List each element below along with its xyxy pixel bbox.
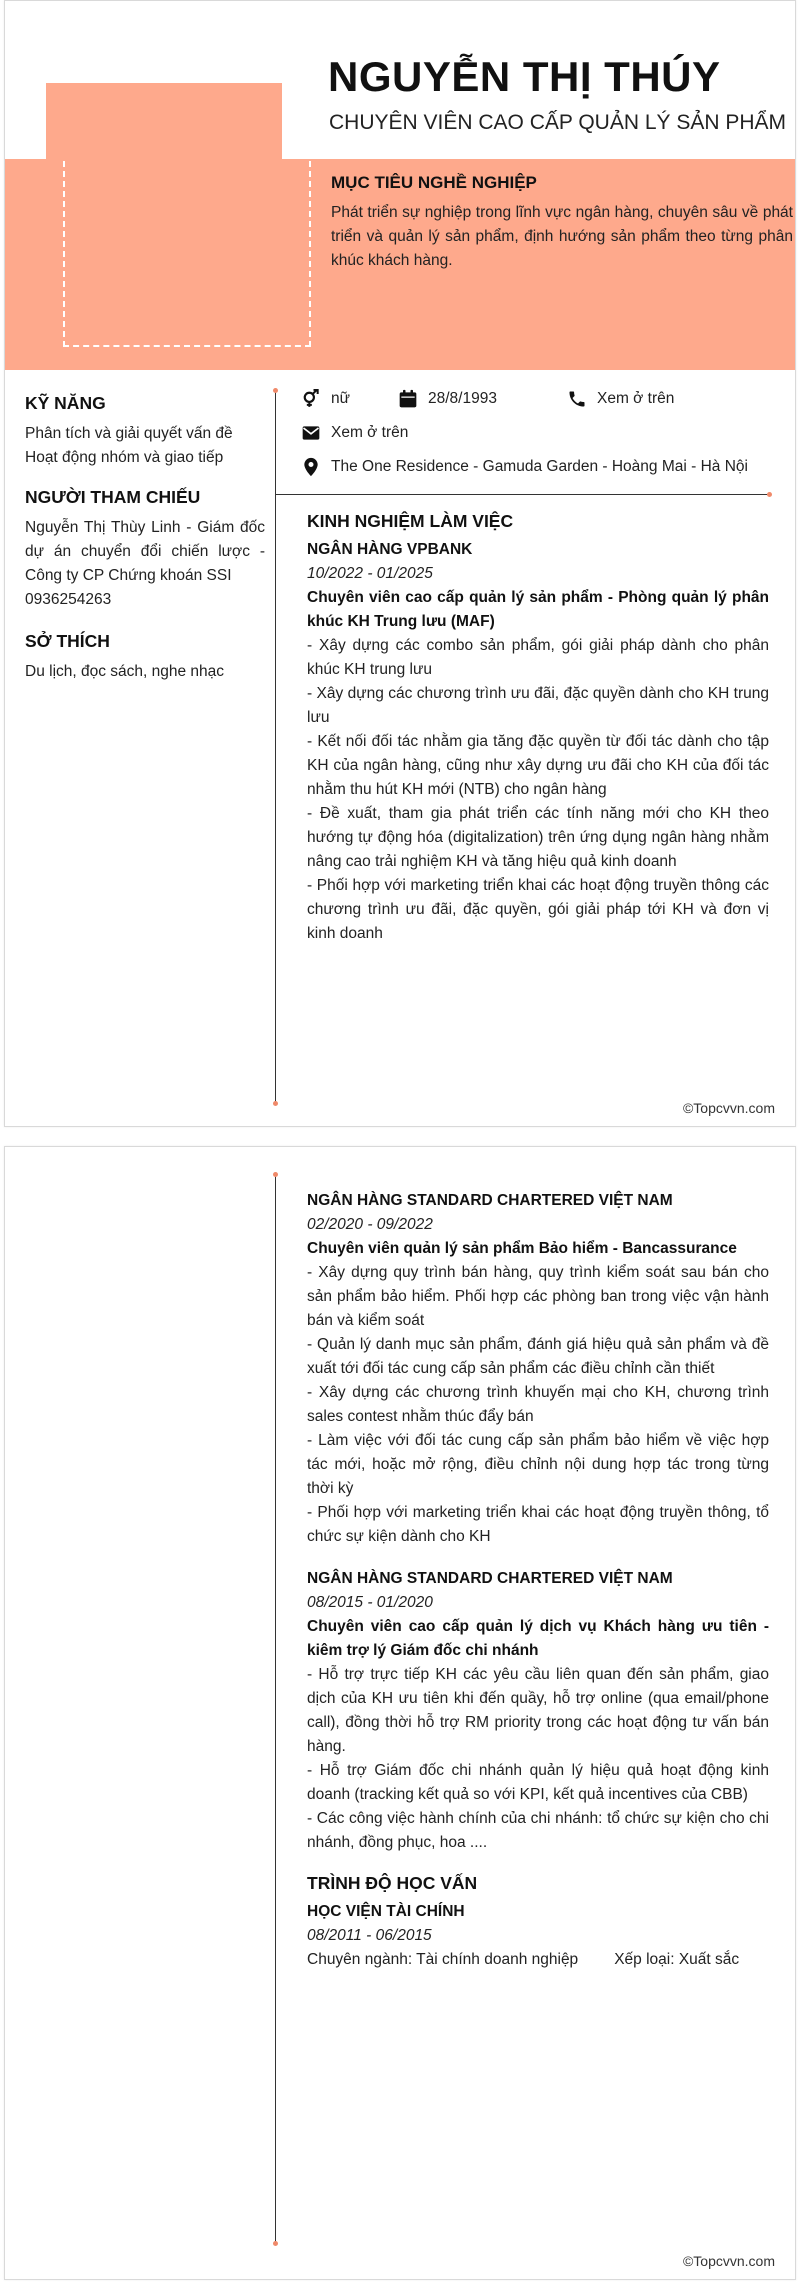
timeline-line bbox=[275, 1175, 276, 2243]
email-value: Xem ở trên bbox=[331, 424, 409, 441]
phone-value: Xem ở trên bbox=[597, 390, 675, 407]
footer-watermark: ©Topcvvn.com bbox=[682, 2253, 775, 2269]
birthday-info bbox=[398, 389, 497, 409]
cv-page-2 bbox=[4, 1146, 796, 2280]
job-bullet: - Phối hợp với marketing triển khai các hoạt động truyền thông các chương trình ưu đãi, đặc quyền, gói giải pháp tới KH và đơn vị kinh doanh bbox=[307, 877, 769, 942]
skills-section bbox=[25, 393, 265, 470]
job-role: Chuyên viên quản lý sản phẩm Bảo hiểm - Bancassurance bbox=[307, 1240, 737, 1257]
job-bullet: - Làm việc với đối tác cung cấp sản phẩm bảo hiểm về việc hợp tác mới, hoặc mở rộng, điều chỉnh nội dung hợp tác trong từng thời kỳ bbox=[307, 1432, 769, 1497]
timeline-dot bbox=[273, 1101, 278, 1106]
experience-section bbox=[307, 511, 769, 964]
reference-text: Nguyễn Thị Thùy Linh - Giám đốc dự án chuyển đổi chiến lược - Công ty CP Chứng khoán SSI bbox=[25, 519, 265, 584]
education-grade: Xếp loại: Xuất sắc bbox=[614, 1951, 740, 1968]
profile-photo-placeholder bbox=[46, 83, 282, 169]
job-bullet: - Xây dựng các chương trình khuyến mại cho KH, chương trình sales contest nhằm thúc đẩy bán bbox=[307, 1384, 769, 1425]
reference-phone: 0936254263 bbox=[25, 591, 112, 608]
education-major: Chuyên ngành: Tài chính doanh nghiệp bbox=[307, 1951, 579, 1968]
job-bullet: - Hỗ trợ Giám đốc chi nhánh quản lý hiệu quả hoạt động kinh doanh (tracking kết quả so với KPI, kết quả incentives của CBB) bbox=[307, 1762, 769, 1803]
references-heading: NGƯỜI THAM CHIẾU bbox=[25, 487, 201, 507]
job-bullet: - Hỗ trợ trực tiếp KH các yêu cầu liên quan đến sản phẩm, giao dịch của KH ưu tiên khi đến quầy, hỗ trợ online (qua email/phone call), đồng thời hỗ trợ RM priority trong các hoạt động tư vấn bán hàng. bbox=[307, 1666, 769, 1755]
job-org: NGÂN HÀNG STANDARD CHARTERED VIỆT NAM bbox=[307, 1192, 673, 1209]
job-bullet: - Quản lý danh mục sản phẩm, đánh giá hiệu quả sản phẩm và đề xuất tới đối tác cung cấp sản phẩm các điều chỉnh cần thiết bbox=[307, 1336, 769, 1377]
cv-page-1 bbox=[4, 0, 796, 1127]
divider-dot bbox=[767, 492, 772, 497]
email-info bbox=[301, 423, 408, 443]
job-org: NGÂN HÀNG STANDARD CHARTERED VIỆT NAM bbox=[307, 1570, 673, 1587]
job-bullet: - Phối hợp với marketing triển khai các hoạt động truyền thông, tổ chức sự kiện dành cho KH bbox=[307, 1504, 769, 1545]
references-section bbox=[25, 487, 265, 612]
phone-info bbox=[567, 389, 674, 409]
job-bullet: - Kết nối đối tác nhằm gia tăng đặc quyền từ đối tác dành cho tập KH của ngân hàng, cũng như xây dựng ưu đãi cho KH của đối tác nhằm thu hút KH mới (NTB) cho ngân hàng bbox=[307, 733, 769, 798]
hobbies-text: Du lịch, đọc sách, nghe nhạc bbox=[25, 663, 225, 680]
job-bullet: - Các công việc hành chính của chi nhánh: tổ chức sự kiện cho chi nhánh, đồng phục, hoa .... bbox=[307, 1810, 769, 1851]
education-section bbox=[307, 1873, 769, 1972]
job-role: Chuyên viên cao cấp quản lý dịch vụ Khách hàng ưu tiên - kiêm trợ lý Giám đốc chi nhánh bbox=[307, 1618, 769, 1659]
contact-divider bbox=[275, 494, 769, 495]
hobbies-section bbox=[25, 631, 265, 684]
footer-watermark: ©Topcvvn.com bbox=[682, 1100, 775, 1116]
experience-continued bbox=[307, 1189, 769, 1972]
email-icon bbox=[301, 423, 321, 443]
education-details bbox=[307, 1948, 769, 1972]
skills-heading: KỸ NĂNG bbox=[25, 393, 106, 413]
address-info bbox=[301, 457, 748, 477]
timeline-dot bbox=[273, 2241, 278, 2246]
photo-frame-dashed bbox=[63, 161, 311, 347]
gender-info bbox=[301, 389, 350, 409]
hobbies-heading: SỞ THÍCH bbox=[25, 631, 110, 651]
job-bullet: - Đề xuất, tham gia phát triển các tính năng mới cho KH theo hướng tự động hóa (digitalization) trên ứng dụng ngân hàng nhằm nâng cao trải nghiệm KH và tăng hiệu quả kinh doanh bbox=[307, 805, 769, 870]
gender-icon bbox=[301, 389, 321, 409]
job-role: Chuyên viên cao cấp quản lý sản phẩm - Phòng quản lý phân khúc KH Trung lưu (MAF) bbox=[307, 589, 769, 630]
job-bullet: - Xây dựng quy trình bán hàng, quy trình kiểm soát sau bán cho sản phẩm bảo hiểm. Phối hợp các phòng ban trong việc vận hành bán và kiểm soát bbox=[307, 1264, 769, 1329]
objective-heading: MỤC TIÊU NGHỀ NGHIỆP bbox=[331, 173, 537, 192]
job-bullet: - Xây dựng các chương trình ưu đãi, đặc quyền dành cho KH trung lưu bbox=[307, 685, 769, 726]
candidate-title: CHUYÊN VIÊN CAO CẤP QUẢN LÝ SẢN PHẨM bbox=[329, 111, 787, 134]
objective-text: Phát triển sự nghiệp trong lĩnh vực ngân hàng, chuyên sâu về phát triển và quản lý sản phẩm, định hướng sản phẩm theo từng phân khúc khách hàng. bbox=[331, 204, 793, 269]
gender-value: nữ bbox=[331, 390, 350, 407]
education-school: HỌC VIỆN TÀI CHÍNH bbox=[307, 1903, 465, 1920]
job-period: 08/2015 - 01/2020 bbox=[307, 1594, 433, 1611]
candidate-name: NGUYỄN THỊ THÚY bbox=[328, 53, 721, 100]
job-org: NGÂN HÀNG VPBANK bbox=[307, 541, 473, 558]
job-entry-scb-priority bbox=[307, 1567, 769, 1855]
phone-icon bbox=[567, 389, 587, 409]
timeline-dot bbox=[273, 1172, 278, 1177]
skill-item: Hoạt động nhóm và giao tiếp bbox=[25, 449, 224, 466]
job-entry-vpbank bbox=[307, 538, 769, 946]
experience-heading: KINH NGHIỆM LÀM VIỆC bbox=[307, 511, 514, 531]
job-period: 10/2022 - 01/2025 bbox=[307, 565, 433, 582]
job-period: 02/2020 - 09/2022 bbox=[307, 1216, 433, 1233]
calendar-icon bbox=[398, 389, 418, 409]
timeline-line bbox=[275, 391, 276, 1103]
education-period: 08/2011 - 06/2015 bbox=[307, 1927, 432, 1944]
location-pin-icon bbox=[301, 457, 321, 477]
job-entry-scb-bancassurance bbox=[307, 1189, 769, 1549]
timeline-dot bbox=[273, 388, 278, 393]
job-bullet: - Xây dựng các combo sản phẩm, gói giải pháp dành cho phân khúc KH trung lưu bbox=[307, 637, 769, 678]
education-heading: TRÌNH ĐỘ HỌC VẤN bbox=[307, 1873, 478, 1893]
address-value: The One Residence - Gamuda Garden - Hoàng Mai - Hà Nội bbox=[331, 458, 748, 475]
birthday-value: 28/8/1993 bbox=[428, 390, 497, 407]
skill-item: Phân tích và giải quyết vấn đề bbox=[25, 425, 233, 442]
